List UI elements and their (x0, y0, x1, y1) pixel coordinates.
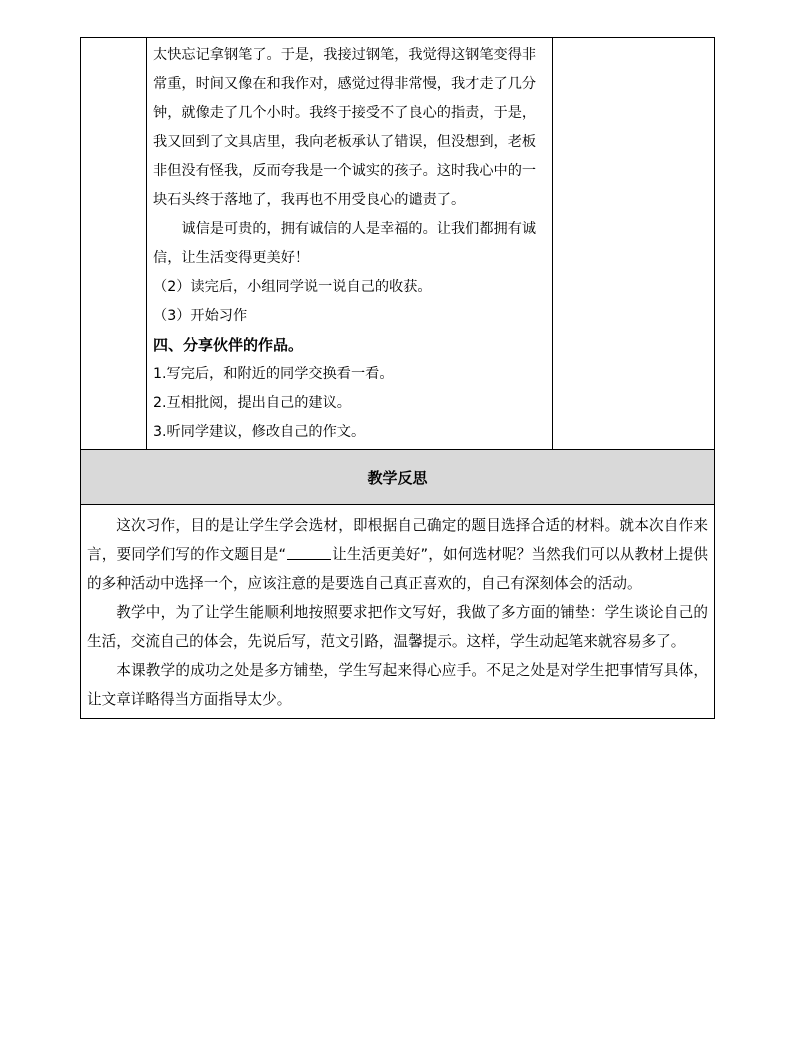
lesson-content-cell (147, 38, 553, 450)
list-item-3: 3.听同学建议，修改自己的作文。 (153, 424, 366, 440)
left-margin-cell (81, 38, 147, 450)
reflection-content-cell (81, 505, 715, 719)
story-paragraph-2: 诚信是可贵的，拥有诚信的人是幸福的。让我们都拥有诚信，让生活变得更美好！ (153, 221, 537, 266)
step-3-text: （3）开始习作 (153, 308, 248, 324)
list-item-2: 2.互相批阅，提出自己的建议。 (153, 395, 351, 411)
reflection-p1-end: 让生活更美好”，如何选材呢？当然我们可以从教材上提供的多种活动中选择一个，应该注意的是要选自己真正喜欢的，自己有深刻体会的活动。 (87, 546, 708, 592)
reflection-paragraph-2: 教学中，为了让学生能顺利地按照要求把作文写好，我做了多方面的铺垫：学生谈论自己的生活，交流自己的体会，先说后写，范文引路，温馨提示。这样，学生动起笔来就容易多了。 (87, 604, 708, 650)
list-item-1: 1.写完后，和附近的同学交换看一看。 (153, 366, 394, 382)
reflection-header-row (81, 450, 715, 505)
reflection-paragraph-1 (87, 511, 708, 598)
reflection-p1-start: 这次习作，目的是让学生学会选材，即根据自己确定的题目选择合适的材料。就本次自作来言，要同学们写的作文题目是“ (87, 517, 708, 563)
fill-blank-line (287, 545, 331, 560)
right-notes-cell (553, 38, 715, 450)
reflection-content-row (81, 505, 715, 719)
reflection-header-cell (81, 450, 715, 505)
section-four-title: 四、分享伙伴的作品。 (153, 336, 304, 354)
step-2-text: （2）读完后，小组同学说一说自己的收获。 (153, 279, 432, 295)
lesson-content-row (81, 38, 715, 450)
lesson-plan-table (80, 37, 715, 719)
reflection-title: 教学反思 (367, 468, 428, 487)
story-paragraph-1: 太快忘记拿钢笔了。于是，我接过钢笔，我觉得这钢笔变得非常重，时间又像在和我作对，感觉过得非常慢，我才走了几分钟，就像走了几个小时。我终于接受不了良心的指责，于是，我又回到了文具店里，我向老板承认了错误，但没想到，老板非但没有怪我，反而夸我是一个诚实的孩子。这时我心中的一块石头终于落地了，我再也不用受良心的谴责了。 (153, 47, 537, 208)
reflection-paragraph-3: 本课教学的成功之处是多方铺垫，学生写起来得心应手。不足之处是对学生把事情写具体，让文章详略得当方面指导太少。 (87, 662, 708, 708)
